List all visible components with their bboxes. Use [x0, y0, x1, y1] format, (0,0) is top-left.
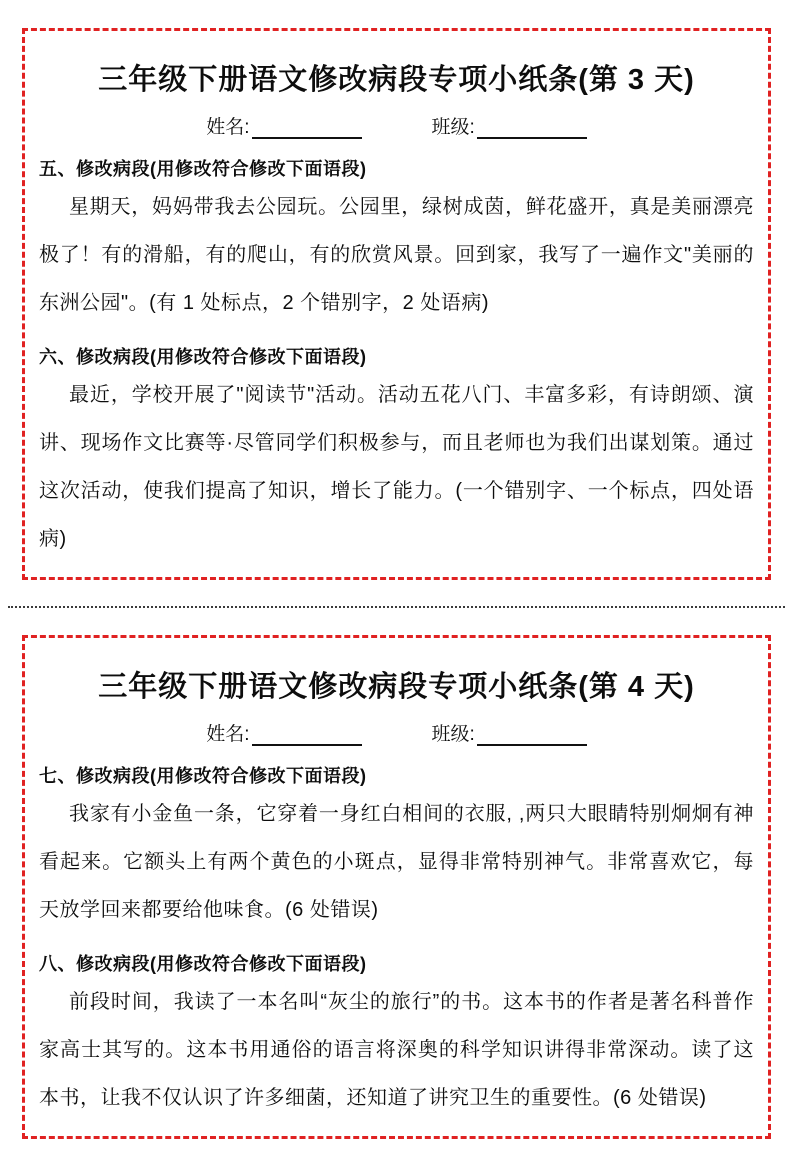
name-blank	[252, 724, 362, 746]
section-paragraph: 我家有小金鱼一条，它穿着一身红白相间的衣服, ,两只大眼睛特别炯炯有神看起来。它额头上有两个黄色的小斑点，显得非常特别神气。非常喜欢它，每天放学回来都要给他味食。(6 处错误)	[39, 803, 754, 921]
name-class-row	[39, 719, 754, 746]
cut-line-divider	[8, 606, 785, 608]
name-field	[206, 719, 361, 746]
class-label: 班级:	[431, 724, 475, 745]
worksheet-card-day4	[22, 635, 771, 1139]
name-blank	[252, 117, 362, 139]
class-field	[432, 719, 587, 746]
section-heading: 六、修改病段(用修改符合修改下面语段)	[39, 347, 367, 367]
name-label: 姓名:	[206, 117, 250, 138]
name-field	[206, 112, 361, 139]
class-blank	[477, 724, 587, 746]
section-paragraph: 前段时间，我读了一本名叫“灰尘的旅行”的书。这本书的作者是著名科普作家高士其写的。这本书用通俗的语言将深奥的科学知识讲得非常深动。读了这本书，让我不仅认识了许多细菌，还知道了讲究卫生的重要性。(6 处错误)	[39, 991, 754, 1109]
class-field	[432, 112, 587, 139]
section-heading: 七、修改病段(用修改符合修改下面语段)	[39, 766, 367, 786]
worksheet-title: 三年级下册语文修改病段专项小纸条(第 4 天)	[98, 671, 695, 703]
section-heading: 五、修改病段(用修改符合修改下面语段)	[39, 159, 367, 179]
section-paragraph: 最近，学校开展了"阅读节"活动。活动五花八门、丰富多彩，有诗朗颂、演讲、现场作文比赛等·尽管同学们积极参与，而且老师也为我们出谋划策。通过这次活动，使我们提高了知识，增长了能力。(一个错别字、一个标点，四处语病)	[39, 384, 754, 550]
worksheet-card-day3	[22, 28, 771, 580]
class-blank	[477, 117, 587, 139]
section-paragraph: 星期天，妈妈带我去公园玩。公园里，绿树成茵，鲜花盛开，真是美丽漂亮极了！有的滑船，有的爬山，有的欣赏风景。回到家，我写了一遍作文"美丽的东洲公园"。(有 1 处标点，2 个错别字，2 处语病)	[39, 196, 754, 314]
class-label: 班级:	[431, 117, 475, 138]
name-class-row	[39, 112, 754, 139]
section-heading: 八、修改病段(用修改符合修改下面语段)	[39, 954, 367, 974]
worksheet-title: 三年级下册语文修改病段专项小纸条(第 3 天)	[98, 64, 695, 96]
name-label: 姓名:	[206, 724, 250, 745]
